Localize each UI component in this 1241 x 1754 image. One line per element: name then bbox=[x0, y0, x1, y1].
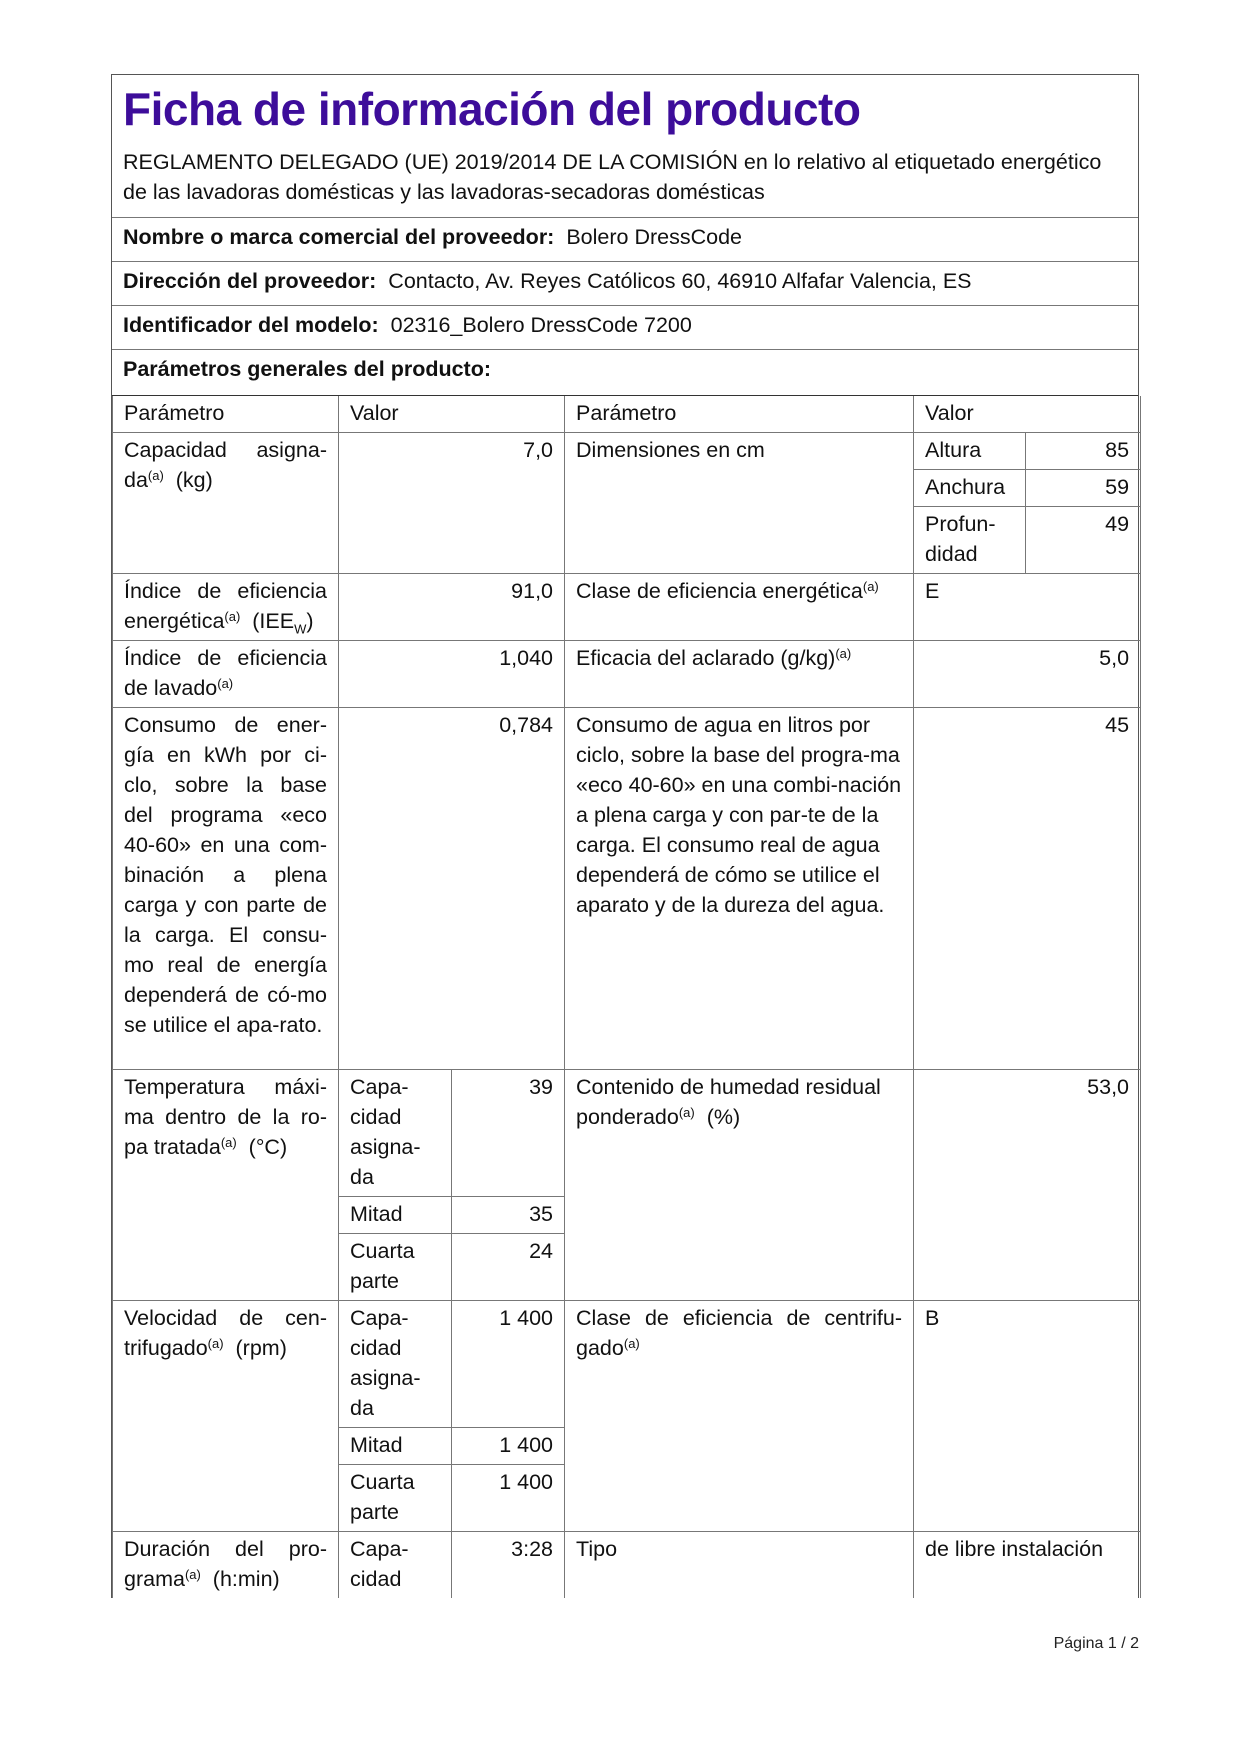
duration-label-cell bbox=[113, 1532, 339, 1599]
height-value: 85 bbox=[1026, 433, 1141, 470]
height-label: Altura bbox=[914, 433, 1026, 470]
footnote-marker: (a) bbox=[678, 1105, 695, 1120]
table-header-row bbox=[113, 396, 1141, 433]
capacity-label-cell bbox=[113, 433, 339, 574]
max-temp-unit: (°C) bbox=[248, 1135, 288, 1159]
supplier-name-label: Nombre o marca comercial del proveedor: bbox=[123, 225, 555, 249]
footnote-marker: (a) bbox=[147, 468, 164, 483]
max-temp-half-label: Mitad bbox=[339, 1197, 452, 1234]
model-id-value: 02316_Bolero DressCode 7200 bbox=[390, 313, 692, 337]
header-parametro-2: Parámetro bbox=[565, 396, 914, 433]
max-temp-quarter-value: 24 bbox=[452, 1234, 565, 1301]
dimensions-label: Dimensiones en cm bbox=[565, 433, 914, 574]
duration-unit: (h:min) bbox=[212, 1567, 280, 1591]
supplier-address-label: Dirección del proveedor: bbox=[123, 269, 377, 293]
table-row bbox=[113, 433, 1141, 470]
spin-speed-label: Velocidad de cen-trifugado bbox=[124, 1306, 327, 1360]
max-temp-quarter-label: Cuarta parte bbox=[339, 1234, 452, 1301]
footnote-marker: (a) bbox=[184, 1567, 201, 1582]
duration-rated-label: Capa-cidad bbox=[339, 1532, 452, 1599]
type-value: de libre instalación bbox=[914, 1532, 1141, 1599]
width-label: Anchura bbox=[914, 470, 1026, 507]
duration-rated-value: 3:28 bbox=[452, 1532, 565, 1599]
footnote-marker: (a) bbox=[220, 1135, 237, 1150]
width-value: 59 bbox=[1026, 470, 1141, 507]
washing-index-label-cell bbox=[113, 641, 339, 708]
eei-label: Índice de eficiencia energética bbox=[124, 579, 327, 633]
energy-class-value: E bbox=[914, 574, 1141, 641]
max-temp-rated-label: Capa-cidad asigna-da bbox=[339, 1070, 452, 1197]
eei-unit-sub: W bbox=[294, 621, 307, 637]
residual-moisture-label: Contenido de humedad residual ponderado bbox=[576, 1075, 881, 1129]
footnote-marker: (a) bbox=[217, 676, 234, 691]
spin-half-label: Mitad bbox=[339, 1428, 452, 1465]
eei-unit-close: ) bbox=[306, 609, 314, 633]
title-cell bbox=[112, 75, 1138, 218]
type-label: Tipo bbox=[565, 1532, 914, 1599]
water-consumption-label: Consumo de agua en litros por ciclo, sobre la base del progra-ma «eco 40-60» en una combi-nación a plena carga y con par-te de la carga. El consumo real de agua dependerá de cómo se utilice el aparato y de la dureza del agua. bbox=[565, 708, 914, 1070]
spin-half-value: 1 400 bbox=[452, 1428, 565, 1465]
header-parametro-1: Parámetro bbox=[113, 396, 339, 433]
duration-label: Duración del pro-grama bbox=[124, 1537, 327, 1591]
table-row bbox=[113, 574, 1141, 641]
energy-consumption-label: Consumo de ener-gía en kWh por ci-clo, sobre la base del programa «eco 40-60» en una com-binación a plena carga y con parte de la carga. El consu-mo real de energía dependerá de có-mo se utilice el apa-rato. bbox=[113, 708, 339, 1070]
supplier-address-row bbox=[112, 262, 1138, 306]
spin-class-label: Clase de eficiencia de centrifu-gado bbox=[576, 1306, 903, 1360]
spin-quarter-value: 1 400 bbox=[452, 1465, 565, 1532]
spin-speed-unit: (rpm) bbox=[235, 1336, 287, 1360]
table-row bbox=[113, 1301, 1141, 1428]
residual-moisture-label-cell bbox=[565, 1070, 914, 1301]
washing-index-label: Índice de eficiencia de lavado bbox=[124, 646, 327, 700]
energy-class-label: Clase de eficiencia energética bbox=[576, 579, 863, 603]
page-title: Ficha de información del producto bbox=[123, 83, 861, 135]
sheet-box bbox=[111, 74, 1139, 1598]
max-temp-half-value: 35 bbox=[452, 1197, 565, 1234]
rinsing-label-cell bbox=[565, 641, 914, 708]
supplier-name-value: Bolero DressCode bbox=[566, 225, 743, 249]
footnote-marker: (a) bbox=[835, 646, 852, 661]
spin-speed-label-cell bbox=[113, 1301, 339, 1532]
spin-class-label-cell bbox=[565, 1301, 914, 1532]
capacity-unit: (kg) bbox=[175, 468, 213, 492]
table-row bbox=[113, 708, 1141, 1070]
table-row bbox=[113, 641, 1141, 708]
max-temp-label-cell bbox=[113, 1070, 339, 1301]
parameters-table bbox=[112, 396, 1141, 1598]
residual-moisture-unit: (%) bbox=[706, 1105, 741, 1129]
section-title-row bbox=[112, 350, 1138, 396]
energy-class-label-cell bbox=[565, 574, 914, 641]
capacity-value: 7,0 bbox=[339, 433, 565, 574]
washing-index-value: 1,040 bbox=[339, 641, 565, 708]
eei-value: 91,0 bbox=[339, 574, 565, 641]
footnote-marker: (a) bbox=[224, 609, 241, 624]
water-consumption-value: 45 bbox=[914, 708, 1141, 1070]
energy-consumption-value: 0,784 bbox=[339, 708, 565, 1070]
rinsing-value: 5,0 bbox=[914, 641, 1141, 708]
max-temp-rated-value: 39 bbox=[452, 1070, 565, 1197]
rinsing-label: Eficacia del aclarado (g/kg) bbox=[576, 646, 836, 670]
product-info-sheet bbox=[111, 74, 1139, 1598]
table-row bbox=[113, 1532, 1141, 1599]
capacity-label: Capacidad asigna-da bbox=[124, 438, 327, 492]
footnote-marker: (a) bbox=[207, 1336, 224, 1351]
residual-moisture-value: 53,0 bbox=[914, 1070, 1141, 1301]
supplier-name-row bbox=[112, 218, 1138, 262]
footnote-marker: (a) bbox=[623, 1336, 640, 1351]
spin-quarter-label: Cuarta parte bbox=[339, 1465, 452, 1532]
eei-label-cell bbox=[113, 574, 339, 641]
header-valor-2: Valor bbox=[914, 396, 1141, 433]
eei-unit: (IEE bbox=[252, 609, 295, 633]
model-id-row bbox=[112, 306, 1138, 350]
model-id-label: Identificador del modelo: bbox=[123, 313, 379, 337]
depth-value: 49 bbox=[1026, 507, 1141, 574]
spin-rated-value: 1 400 bbox=[452, 1301, 565, 1428]
footnote-marker: (a) bbox=[862, 579, 879, 594]
spin-rated-label: Capa-cidad asigna-da bbox=[339, 1301, 452, 1428]
spin-class-value: B bbox=[914, 1301, 1141, 1532]
table-row bbox=[113, 1070, 1141, 1197]
section-title: Parámetros generales del producto: bbox=[123, 357, 491, 381]
max-temp-label: Temperatura máxi-ma dentro de la ro-pa tratada bbox=[124, 1075, 327, 1159]
supplier-address-value: Contacto, Av. Reyes Católicos 60, 46910 Alfafar Valencia, ES bbox=[388, 269, 972, 293]
regulation-subtitle: REGLAMENTO DELEGADO (UE) 2019/2014 DE LA COMISIÓN en lo relativo al etiquetado energético de las lavadoras domésticas y las lavadoras-secadoras domésticas bbox=[123, 150, 1102, 204]
depth-label: Profun-didad bbox=[914, 507, 1026, 574]
page-number: Página 1 / 2 bbox=[1053, 1635, 1139, 1652]
header-valor-1: Valor bbox=[339, 396, 565, 433]
